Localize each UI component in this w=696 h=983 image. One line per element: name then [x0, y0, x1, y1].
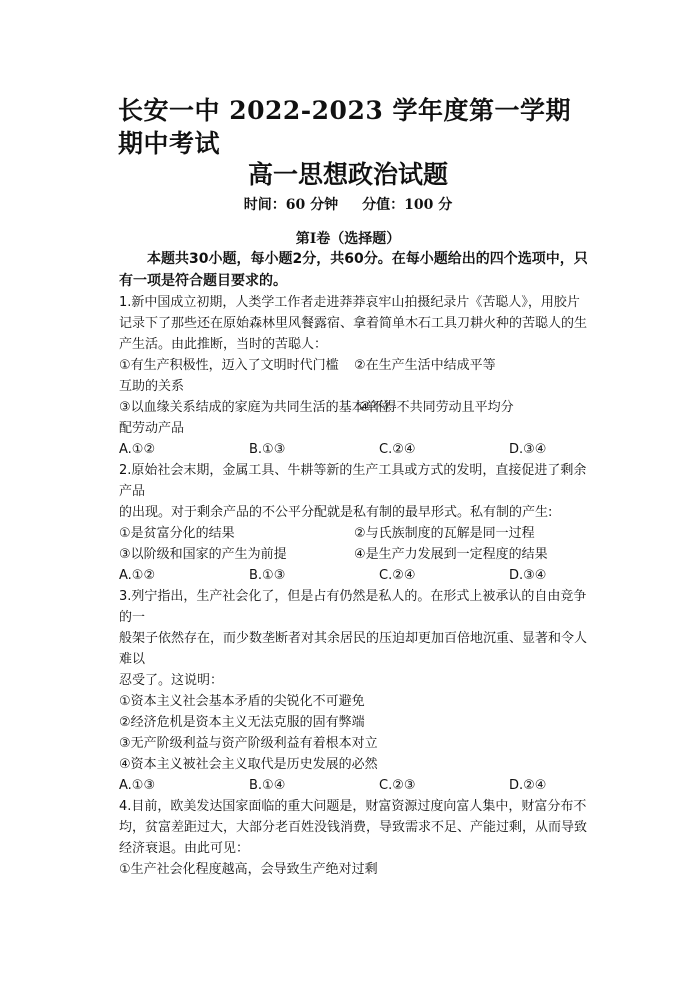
- question-3-option-1: ①资本主义社会基本矛盾的尖锐化不可避免: [119, 694, 365, 709]
- choice-c[interactable]: C.②③: [379, 778, 416, 793]
- question-1-option-1: ①有生产积极性，迈入了文明时代门槛: [119, 358, 339, 373]
- choice-d[interactable]: D.②④: [509, 778, 547, 793]
- question-1-options-row1: [119, 355, 589, 376]
- question-3-stem-c: 忍受了。这说明：: [119, 673, 224, 688]
- time-label: 时间：60 分钟: [243, 197, 339, 213]
- question-4-option-1: ①生产社会化程度越高，会导致生产绝对过剩: [119, 862, 378, 877]
- choice-b[interactable]: B.①③: [249, 442, 286, 457]
- question-2-option-4: ④是生产力发展到一定程度的结果: [354, 547, 548, 562]
- question-3-option-3: ③无产阶级利益与资产阶级利益有着根本对立: [119, 736, 378, 751]
- exam-subtitle: 高一思想政治试题: [247, 160, 448, 189]
- question-1-option-4-cont: 配劳动产品: [119, 421, 185, 436]
- choice-d[interactable]: D.③④: [509, 442, 547, 457]
- choice-b[interactable]: B.①④: [249, 778, 286, 793]
- question-2-options-row2: [119, 544, 589, 565]
- exam-time-score: [0, 195, 696, 215]
- question-2-choices: [119, 565, 589, 586]
- question-4-stem: 4.目前，欧美发达国家面临的重大问题是，财富资源过度向富人集中，财富分布不均，贫富差距过大，大部分老百姓没钱消费，导致需求不足、产能过剩，从而导致经济衰退。由此可见：: [119, 799, 588, 856]
- question-1-option-2-start: ②在生产生活中结成平等: [354, 358, 496, 373]
- question-2-option-1: ①是贫富分化的结果: [119, 526, 235, 541]
- question-2-stem-a: 2.原始社会末期，金属工具、牛耕等新的生产工具或方式的发明，直接促进了剩余产品: [119, 463, 587, 499]
- question-3-stem-a: 3.列宁指出，生产社会化了，但是占有仍然是私人的。在形式上被承认的自由竞争的一: [119, 589, 587, 625]
- exam-title: 长安一中 2022-2023 学年度第一学期期中考试: [118, 96, 571, 158]
- choice-a[interactable]: A.①③: [119, 778, 156, 793]
- question-1-choices: [119, 439, 589, 460]
- section-intro: 本题共30小题，每小题2分，共60分。在每小题给出的四个选项中，只有一项是符合题目要求的。: [119, 251, 588, 289]
- score-label: 分值：100 分: [362, 197, 453, 213]
- question-1-option-2-cont: 互助的关系: [119, 379, 185, 394]
- choice-b[interactable]: B.①③: [249, 568, 286, 583]
- question-3-option-4: ④资本主义被社会主义取代是历史发展的必然: [119, 757, 378, 772]
- question-body: [119, 248, 589, 880]
- choice-a[interactable]: A.①②: [119, 442, 156, 457]
- question-1-option-3: ③以血缘关系结成的家庭为共同生活的基本单位: [119, 400, 391, 415]
- section-heading: 第Ⅰ卷（选择题）: [295, 231, 401, 247]
- question-1-option-4-start: ④不得不共同劳动且平均分: [359, 400, 514, 415]
- question-1-options-row2: [119, 397, 589, 418]
- question-1-stem: 1.新中国成立初期，人类学工作者走进莽莽哀牢山拍摄纪录片《苦聪人》，用胶片记录下了那些还在原始森林里风餐露宿、拿着简单木石工具刀耕火种的苦聪人的生产生活。由此推断，当时的苦聪人：: [119, 295, 588, 352]
- question-2-options-row1: [119, 523, 589, 544]
- choice-c[interactable]: C.②④: [379, 568, 416, 583]
- question-2-option-3: ③以阶级和国家的产生为前提: [119, 547, 287, 562]
- choice-a[interactable]: A.①②: [119, 568, 156, 583]
- choice-d[interactable]: D.③④: [509, 568, 547, 583]
- question-3-option-2: ②经济危机是资本主义无法克服的固有弊端: [119, 715, 365, 730]
- question-3-stem-b: 般架子依然存在，而少数垄断者对其余居民的压迫却更加百倍地沉重、显著和令人难以: [119, 631, 588, 667]
- choice-c[interactable]: C.②④: [379, 442, 416, 457]
- question-2-stem-b: 的出现。对于剩余产品的不公平分配就是私有制的最早形式。私有制的产生:: [119, 505, 553, 520]
- question-3-choices: [119, 775, 589, 796]
- question-2-option-2: ②与氏族制度的瓦解是同一过程: [354, 526, 535, 541]
